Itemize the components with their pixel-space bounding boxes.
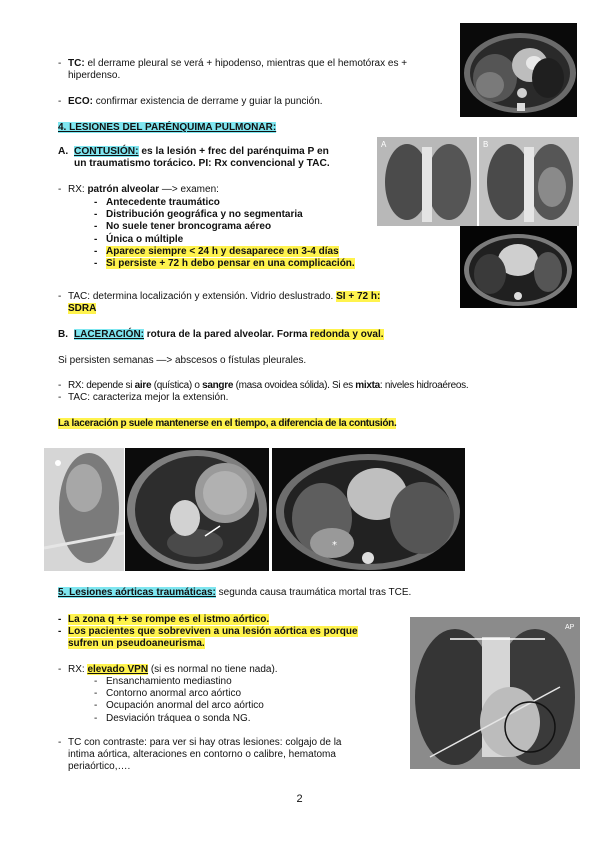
list-item: - Ocupación anormal del arco aórtico: [94, 700, 264, 712]
contusion-block: [58, 146, 388, 171]
tc-line: - TC: el derrame pleural se verá + hipodenso, mientras que el hemotórax es + hiperdenso.: [58, 58, 408, 82]
rx-item-text: No suele tener broncograma aéreo: [106, 221, 272, 233]
laceracion-block: [58, 329, 478, 341]
contusion-rx: - RX: patrón alveolar —> examen:: [58, 184, 219, 195]
ct-chest-image-top: [460, 23, 577, 117]
contusion-text-2: un traumatismo torácico. PI: Rx convencional y TAC.: [74, 158, 330, 170]
ct-chest-graphic: [460, 23, 577, 117]
aorta-rx-list: [94, 676, 394, 725]
contusion-tac-hl2: SDRA: [68, 303, 97, 315]
laceracion-letter: B.: [58, 329, 68, 340]
laceracion-text-hl: redonda y oval.: [310, 329, 384, 340]
ct-strip-3: [272, 448, 465, 571]
xray-label-a: A: [381, 140, 387, 149]
contusion-tac: - TAC: determina localización y extensión. Vidrio deslustrado. SI + 72 h: SDRA: [58, 291, 381, 315]
laceracion-tac: - TAC: caracteriza mejor la extensión.: [58, 392, 458, 404]
aorta-tc-1: TC con contraste: para ver si hay otras lesiones: colgajo de la: [68, 737, 342, 748]
eco-text: confirmar existencia de derrame y guiar la punción.: [93, 96, 323, 107]
ct-lung-graphic: [460, 226, 577, 308]
aorta-tc-3: periaórtico,….: [68, 761, 131, 773]
aorta-tc-2: intima aórtica, alteraciones en contorno o calibre, hematoma: [68, 749, 336, 761]
eco-line: - ECO: confirmar existencia de derrame y guiar la punción.: [58, 96, 323, 107]
xray-ap-label: AP: [565, 624, 575, 631]
xray-pair-graphic: [377, 137, 579, 226]
asterisk-marker: *: [332, 540, 337, 551]
laceracion-label: LACERACIÓN:: [74, 329, 144, 340]
list-item: - Antecedente traumático: [94, 197, 220, 208]
bullet-text: sufren un pseudoaneurisma.: [68, 638, 205, 650]
list-item: - Los pacientes que sobreviven a una lesión aórtica es porque sufren un pseudoaneurisma.: [58, 626, 358, 650]
lac-rx-a: RX: depende si: [68, 380, 135, 391]
aorta-item-text: Ocupación anormal del arco aórtico: [106, 700, 264, 712]
aorta-item-text: Desviación tráquea o sonda NG.: [106, 712, 251, 724]
xray-label-b: B: [483, 140, 489, 149]
bullet-text: Los pacientes que sobreviven a una lesión aórtica es porque: [68, 626, 358, 638]
tc-label: TC:: [68, 58, 85, 69]
lac-rx-f: mixta: [355, 380, 380, 391]
aorta-rx-a: RX:: [68, 664, 88, 675]
lac-rx-g: : niveles hidroaéreos.: [379, 380, 469, 391]
bullet-text: La zona q ++ se rompe es el istmo aórtico.: [68, 614, 270, 625]
list-item: - Única o múltiple: [94, 233, 184, 245]
eco-label: ECO:: [68, 96, 93, 107]
list-item: - Contorno anormal arco aórtico: [94, 688, 242, 700]
contusion-rx-a: RX:: [68, 184, 88, 195]
aorta-rx-hl: elevado VPN: [87, 664, 149, 675]
ct-strip-3-graphic: [272, 448, 465, 571]
list-item: - La zona q ++ se rompe es el istmo aórtico.: [58, 614, 270, 625]
rx-item-text: Única o múltiple: [106, 233, 184, 245]
rx-item-text: Si persiste + 72 h debo pensar en una complicación.: [106, 257, 355, 269]
page-number: 2: [296, 793, 303, 805]
section-5-heading-text: 5. Lesiones aórticas traumáticas:: [58, 587, 216, 598]
section-5-heading: [58, 587, 498, 599]
laceracion-rx: - RX: depende si aire (quística) o sangre (masa ovoidea sólida). Si es mixta: niveles hidroaéreos.: [58, 380, 469, 391]
section-4-heading: [58, 122, 276, 134]
lac-rx-c: (quística) o: [151, 380, 203, 391]
ap-chest-xray-graphic: [410, 617, 580, 769]
contusion-text-1: es la lesión + frec del parénquima P en: [138, 146, 329, 157]
contusion-tac-text: TAC: determina localización y extensión. Vidrio deslustrado.: [68, 291, 337, 302]
aorta-rx-b: (si es normal no tiene nada).: [148, 664, 278, 675]
tc-text: el derrame pleural se verá + hipodenso, mientras que el hemotórax es + hiperdenso.: [68, 58, 408, 82]
list-item: - Ensanchamiento mediastino: [94, 676, 232, 687]
laceracion-note-text: La laceración p suele mantenerse en el tiempo, a diferencia de la contusión.: [58, 418, 397, 429]
chest-xray-pair: [377, 137, 579, 226]
section-5-heading-tail: segunda causa traumática mortal tras TCE.: [215, 587, 412, 598]
rx-item-text: Antecedente traumático: [106, 197, 220, 208]
aorta-item-text: Contorno anormal arco aórtico: [106, 688, 242, 700]
lac-rx-e: (masa ovoidea sólida). Si es: [233, 380, 356, 391]
list-item: - Aparece siempre < 24 h y desaparece en 3-4 días: [94, 245, 339, 257]
rx-item-text: Distribución geográfica y no segmentaria: [106, 209, 303, 221]
laceracion-note: [58, 418, 396, 430]
contusion-label: CONTUSIÓN:: [74, 146, 139, 157]
list-item: - No suele tener broncograma aéreo: [94, 221, 272, 233]
list-item: - Si persiste + 72 h debo pensar en una complicación.: [94, 257, 355, 269]
aorta-bullets: [58, 614, 408, 651]
contusion-rx-list: [94, 197, 394, 270]
laceracion-tac-text: TAC: caracteriza mejor la extensión.: [68, 392, 229, 403]
laceracion-persist: Si persisten semanas —> abscesos o fístulas pleurales.: [58, 355, 307, 366]
aorta-item-text: Ensanchamiento mediastino: [106, 676, 232, 687]
aorta-rx: - RX: elevado VPN (si es normal no tiene nada).: [58, 664, 278, 675]
lac-rx-d: sangre: [202, 380, 234, 391]
rx-item-text: Aparece siempre < 24 h y desaparece en 3-4 días: [106, 245, 339, 257]
list-item: - Distribución geográfica y no segmentaria: [94, 209, 303, 221]
list-item: - Desviación tráquea o sonda NG.: [94, 712, 251, 724]
xray-strip-1: [44, 448, 124, 571]
lac-rx-b: aire: [134, 380, 152, 391]
contusion-letter: A.: [58, 146, 69, 157]
ap-chest-xray: [410, 617, 580, 769]
contusion-tac-hl1: SI + 72 h:: [336, 291, 381, 302]
xray-strip-1-graphic: [44, 448, 124, 571]
aorta-tc: - TC con contraste: para ver si hay otras lesiones: colgajo de la intima aórtica, alteraciones en contorno o calibre, hematoma periaórtico,….: [58, 737, 342, 773]
contusion-rx-c: —> examen:: [159, 184, 219, 195]
ct-lung-image: [460, 226, 577, 308]
laceracion-text-a: rotura de la pared alveolar. Forma: [144, 329, 311, 340]
section-4-heading-text: 4. LESIONES DEL PARÉNQUIMA PULMONAR:: [58, 122, 277, 133]
contusion-rx-b: patrón alveolar: [87, 184, 160, 195]
ct-strip-2-graphic: [125, 448, 269, 571]
ct-strip-2: [125, 448, 269, 571]
